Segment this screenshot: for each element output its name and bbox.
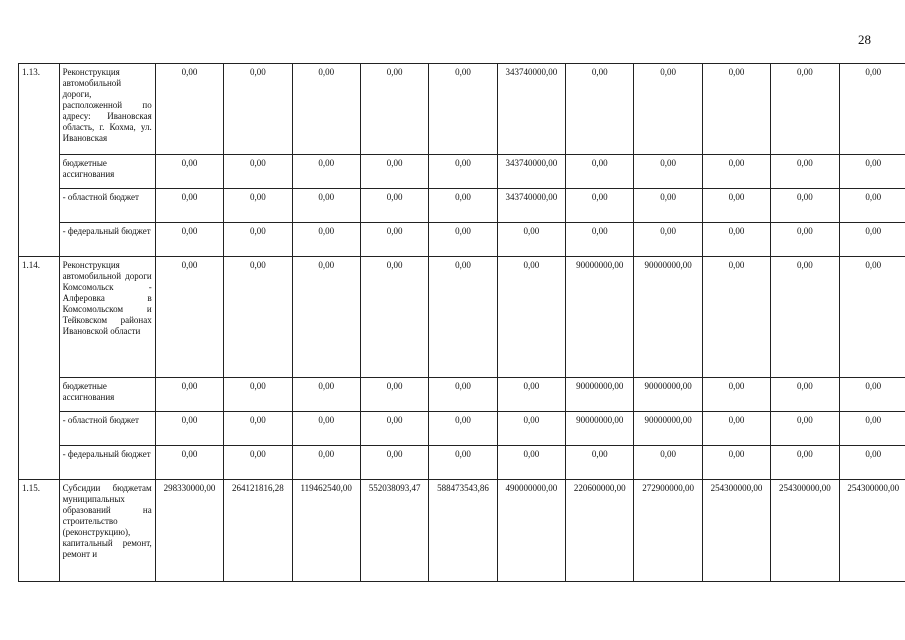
value-cell: 0,00 <box>429 189 497 223</box>
value-cell: 0,00 <box>292 189 360 223</box>
value-cell: 90000000,00 <box>566 257 634 378</box>
value-cell: 0,00 <box>702 64 770 155</box>
value-cell: 0,00 <box>702 446 770 480</box>
value-cell: 0,00 <box>155 64 223 155</box>
value-cell: 0,00 <box>839 446 905 480</box>
table-row <box>19 378 905 412</box>
value-cell: 0,00 <box>839 378 905 412</box>
value-cell: 0,00 <box>360 412 428 446</box>
value-cell: 0,00 <box>566 64 634 155</box>
row-subitem-cell: - федеральный бюджет <box>59 446 155 480</box>
value-cell: 0,00 <box>224 64 292 155</box>
value-cell: 119462540,00 <box>292 480 360 582</box>
value-cell: 0,00 <box>155 155 223 189</box>
value-cell: 0,00 <box>292 64 360 155</box>
table-row <box>19 189 905 223</box>
value-cell: 90000000,00 <box>634 378 702 412</box>
row-title-cell: Субсидии бюджетам муниципальных образований на строительство (реконструкцию), капитальный ремонт, ремонт и <box>59 480 155 582</box>
value-cell: 90000000,00 <box>634 412 702 446</box>
budget-table <box>18 63 905 582</box>
value-cell: 0,00 <box>771 223 839 257</box>
value-cell: 0,00 <box>839 223 905 257</box>
value-cell: 0,00 <box>360 155 428 189</box>
value-cell: 0,00 <box>634 446 702 480</box>
value-cell: 0,00 <box>839 64 905 155</box>
value-cell: 343740000,00 <box>497 155 565 189</box>
table-row <box>19 257 905 378</box>
value-cell: 0,00 <box>634 223 702 257</box>
value-cell: 0,00 <box>224 223 292 257</box>
value-cell: 272900000,00 <box>634 480 702 582</box>
table-body <box>19 64 905 582</box>
table-row <box>19 480 905 582</box>
value-cell: 490000000,00 <box>497 480 565 582</box>
value-cell: 0,00 <box>497 223 565 257</box>
value-cell: 343740000,00 <box>497 189 565 223</box>
value-cell: 0,00 <box>429 223 497 257</box>
value-cell: 0,00 <box>771 412 839 446</box>
table-row <box>19 155 905 189</box>
value-cell: 0,00 <box>566 189 634 223</box>
value-cell: 0,00 <box>155 378 223 412</box>
value-cell: 0,00 <box>224 257 292 378</box>
value-cell: 0,00 <box>497 446 565 480</box>
value-cell: 0,00 <box>224 189 292 223</box>
value-cell: 0,00 <box>839 189 905 223</box>
row-code-cell: 1.14. <box>19 257 60 480</box>
value-cell: 0,00 <box>429 64 497 155</box>
row-code-cell: 1.13. <box>19 64 60 257</box>
row-subitem-cell: - областной бюджет <box>59 189 155 223</box>
value-cell: 343740000,00 <box>497 64 565 155</box>
row-title-cell: Реконструкция автомобильной дороги, расположенной по адресу: Ивановская область, г. Кохма, ул. Ивановская <box>59 64 155 155</box>
value-cell: 0,00 <box>634 64 702 155</box>
value-cell: 0,00 <box>839 257 905 378</box>
table-row <box>19 412 905 446</box>
row-subitem-cell: бюджетные ассигнования <box>59 155 155 189</box>
value-cell: 0,00 <box>771 189 839 223</box>
value-cell: 0,00 <box>566 446 634 480</box>
value-cell: 0,00 <box>429 446 497 480</box>
table-row <box>19 446 905 480</box>
value-cell: 0,00 <box>292 155 360 189</box>
row-title-cell: Реконструкция автомобильной дороги Комсомольск - Алферовка в Комсомольском и Тейковском районах Ивановской области <box>59 257 155 378</box>
value-cell: 0,00 <box>360 64 428 155</box>
value-cell: 0,00 <box>292 446 360 480</box>
value-cell: 0,00 <box>224 446 292 480</box>
value-cell: 0,00 <box>497 378 565 412</box>
value-cell: 0,00 <box>360 257 428 378</box>
value-cell: 298330000,00 <box>155 480 223 582</box>
row-subitem-cell: - федеральный бюджет <box>59 223 155 257</box>
value-cell: 0,00 <box>360 189 428 223</box>
value-cell: 0,00 <box>155 412 223 446</box>
value-cell: 0,00 <box>155 223 223 257</box>
value-cell: 0,00 <box>566 223 634 257</box>
value-cell: 0,00 <box>702 257 770 378</box>
value-cell: 0,00 <box>497 257 565 378</box>
value-cell: 0,00 <box>771 378 839 412</box>
value-cell: 588473543,86 <box>429 480 497 582</box>
value-cell: 0,00 <box>155 189 223 223</box>
value-cell: 90000000,00 <box>634 257 702 378</box>
value-cell: 90000000,00 <box>566 378 634 412</box>
row-subitem-cell: бюджетные ассигнования <box>59 378 155 412</box>
value-cell: 552038093,47 <box>360 480 428 582</box>
value-cell: 0,00 <box>771 64 839 155</box>
value-cell: 0,00 <box>702 412 770 446</box>
value-cell: 0,00 <box>429 412 497 446</box>
table-row <box>19 223 905 257</box>
value-cell: 254300000,00 <box>771 480 839 582</box>
value-cell: 0,00 <box>224 155 292 189</box>
value-cell: 0,00 <box>360 223 428 257</box>
value-cell: 0,00 <box>429 257 497 378</box>
value-cell: 254300000,00 <box>839 480 905 582</box>
value-cell: 0,00 <box>155 446 223 480</box>
value-cell: 0,00 <box>292 412 360 446</box>
value-cell: 0,00 <box>429 155 497 189</box>
value-cell: 0,00 <box>702 155 770 189</box>
value-cell: 0,00 <box>360 378 428 412</box>
value-cell: 0,00 <box>566 155 634 189</box>
value-cell: 254300000,00 <box>702 480 770 582</box>
value-cell: 0,00 <box>224 378 292 412</box>
value-cell: 0,00 <box>292 223 360 257</box>
value-cell: 0,00 <box>634 155 702 189</box>
value-cell: 0,00 <box>702 189 770 223</box>
value-cell: 0,00 <box>702 223 770 257</box>
value-cell: 0,00 <box>155 257 223 378</box>
value-cell: 0,00 <box>702 378 770 412</box>
value-cell: 220600000,00 <box>566 480 634 582</box>
table-row <box>19 64 905 155</box>
value-cell: 0,00 <box>360 446 428 480</box>
value-cell: 0,00 <box>839 412 905 446</box>
row-code-cell: 1.15. <box>19 480 60 582</box>
value-cell: 90000000,00 <box>566 412 634 446</box>
value-cell: 0,00 <box>292 257 360 378</box>
page-number: 28 <box>858 32 871 47</box>
value-cell: 0,00 <box>292 378 360 412</box>
value-cell: 0,00 <box>497 412 565 446</box>
value-cell: 0,00 <box>429 378 497 412</box>
value-cell: 264121816,28 <box>224 480 292 582</box>
value-cell: 0,00 <box>634 189 702 223</box>
value-cell: 0,00 <box>771 257 839 378</box>
value-cell: 0,00 <box>771 155 839 189</box>
value-cell: 0,00 <box>224 412 292 446</box>
value-cell: 0,00 <box>839 155 905 189</box>
row-subitem-cell: - областной бюджет <box>59 412 155 446</box>
value-cell: 0,00 <box>771 446 839 480</box>
